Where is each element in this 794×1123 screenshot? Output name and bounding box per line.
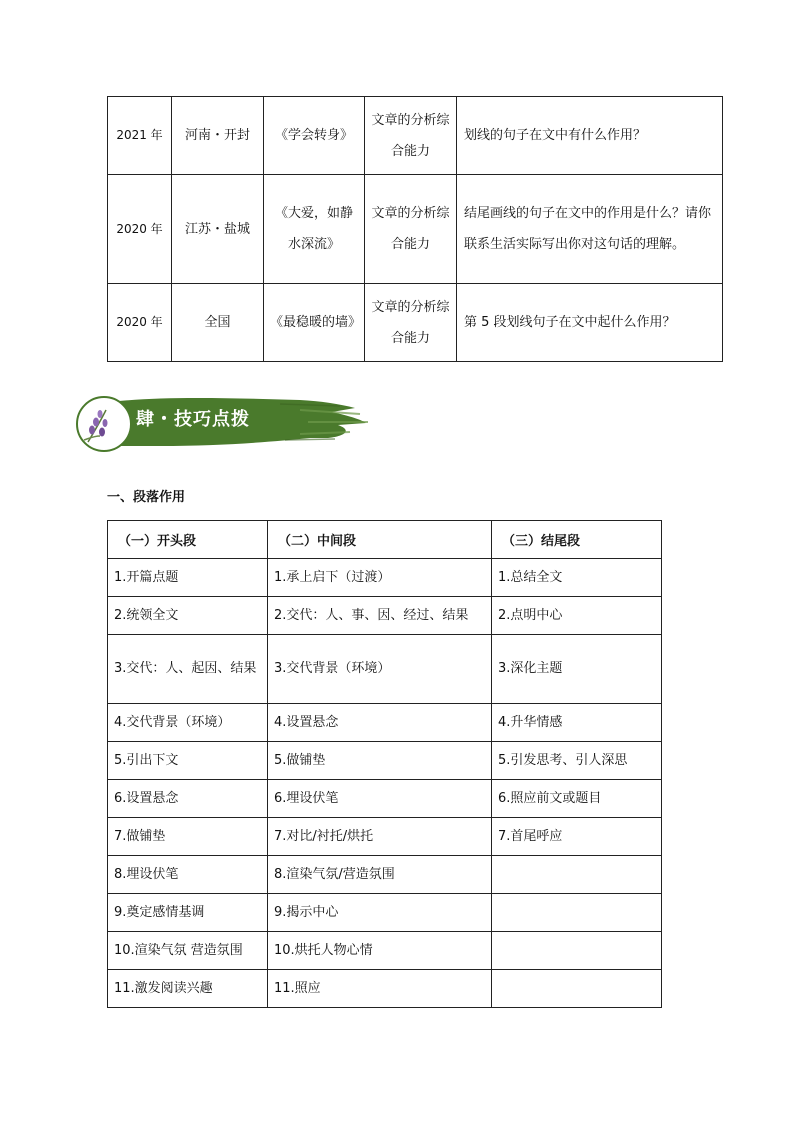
exam-question: 第 5 段划线句子在文中起什么作用？ <box>457 284 723 362</box>
table-row <box>108 818 662 856</box>
exam-ability: 文章的分析综合能力 <box>365 97 457 175</box>
exam-region: 全国 <box>172 284 264 362</box>
section-heading: 一、段落作用 <box>107 490 186 505</box>
table-cell <box>492 894 662 932</box>
table-cell: 10.渲染气氛 营造氛围 <box>108 932 268 970</box>
table-row <box>108 635 662 704</box>
table-cell: 2.统领全文 <box>108 597 268 635</box>
exam-year: 2021 年 <box>108 97 172 175</box>
table-cell: 4.升华情感 <box>492 704 662 742</box>
banner-title: 肆・技巧点拨 <box>136 409 250 430</box>
table-cell: 11.激发阅读兴趣 <box>108 970 268 1008</box>
table-cell: 7.做铺垫 <box>108 818 268 856</box>
exam-region: 江苏・盐城 <box>172 175 264 284</box>
table-row <box>108 559 662 597</box>
table-row <box>108 742 662 780</box>
table-cell: 7.首尾呼应 <box>492 818 662 856</box>
table-cell: 2.点明中心 <box>492 597 662 635</box>
table-cell: 3.深化主题 <box>492 635 662 704</box>
table-cell: 4.交代背景（环境） <box>108 704 268 742</box>
exam-ability: 文章的分析综合能力 <box>365 284 457 362</box>
exam-article-title: 《大爱，如静水深流》 <box>264 175 365 284</box>
table-cell: 1.承上启下（过渡） <box>268 559 492 597</box>
table-header-row <box>108 521 662 559</box>
table-cell: 5.引出下文 <box>108 742 268 780</box>
table-cell: 5.引发思考、引人深思 <box>492 742 662 780</box>
table-row <box>108 175 723 284</box>
exam-region: 河南・开封 <box>172 97 264 175</box>
exam-article-title: 《学会转身》 <box>264 97 365 175</box>
table-cell: 5.做铺垫 <box>268 742 492 780</box>
exam-article-title: 《最稳暖的墙》 <box>264 284 365 362</box>
table-cell <box>492 856 662 894</box>
table-cell: 9.揭示中心 <box>268 894 492 932</box>
exam-year: 2020 年 <box>108 284 172 362</box>
table-row <box>108 932 662 970</box>
table-cell: 4.设置悬念 <box>268 704 492 742</box>
table-row <box>108 970 662 1008</box>
exam-ability: 文章的分析综合能力 <box>365 175 457 284</box>
table-cell: 1.总结全文 <box>492 559 662 597</box>
table-row <box>108 597 662 635</box>
table-row <box>108 856 662 894</box>
table-cell: 7.对比/衬托/烘托 <box>268 818 492 856</box>
table-cell: 3.交代背景（环境） <box>268 635 492 704</box>
exam-question: 划线的句子在文中有什么作用？ <box>457 97 723 175</box>
table-row <box>108 97 723 175</box>
section-banner <box>70 392 370 456</box>
table-row <box>108 894 662 932</box>
table-cell: 2.交代：人、事、因、经过、结果 <box>268 597 492 635</box>
exam-question-table <box>107 96 723 362</box>
table-cell: 11.照应 <box>268 970 492 1008</box>
table-row <box>108 704 662 742</box>
table-row <box>108 780 662 818</box>
column-header: （二）中间段 <box>268 521 492 559</box>
table-row <box>108 284 723 362</box>
table-cell: 6.照应前文或题目 <box>492 780 662 818</box>
table-cell: 9.奠定感情基调 <box>108 894 268 932</box>
table-cell <box>492 932 662 970</box>
table-cell: 8.埋设伏笔 <box>108 856 268 894</box>
table-cell: 6.设置悬念 <box>108 780 268 818</box>
exam-year: 2020 年 <box>108 175 172 284</box>
column-header: （三）结尾段 <box>492 521 662 559</box>
table-cell: 6.埋设伏笔 <box>268 780 492 818</box>
table-cell: 1.开篇点题 <box>108 559 268 597</box>
column-header: （一）开头段 <box>108 521 268 559</box>
exam-question: 结尾画线的句子在文中的作用是什么？请你联系生活实际写出你对这句话的理解。 <box>457 175 723 284</box>
table-cell: 10.烘托人物心情 <box>268 932 492 970</box>
table-cell: 3.交代：人、起因、结果 <box>108 635 268 704</box>
table-cell: 8.渲染气氛/营造氛围 <box>268 856 492 894</box>
paragraph-function-table <box>107 520 662 1008</box>
table-cell <box>492 970 662 1008</box>
